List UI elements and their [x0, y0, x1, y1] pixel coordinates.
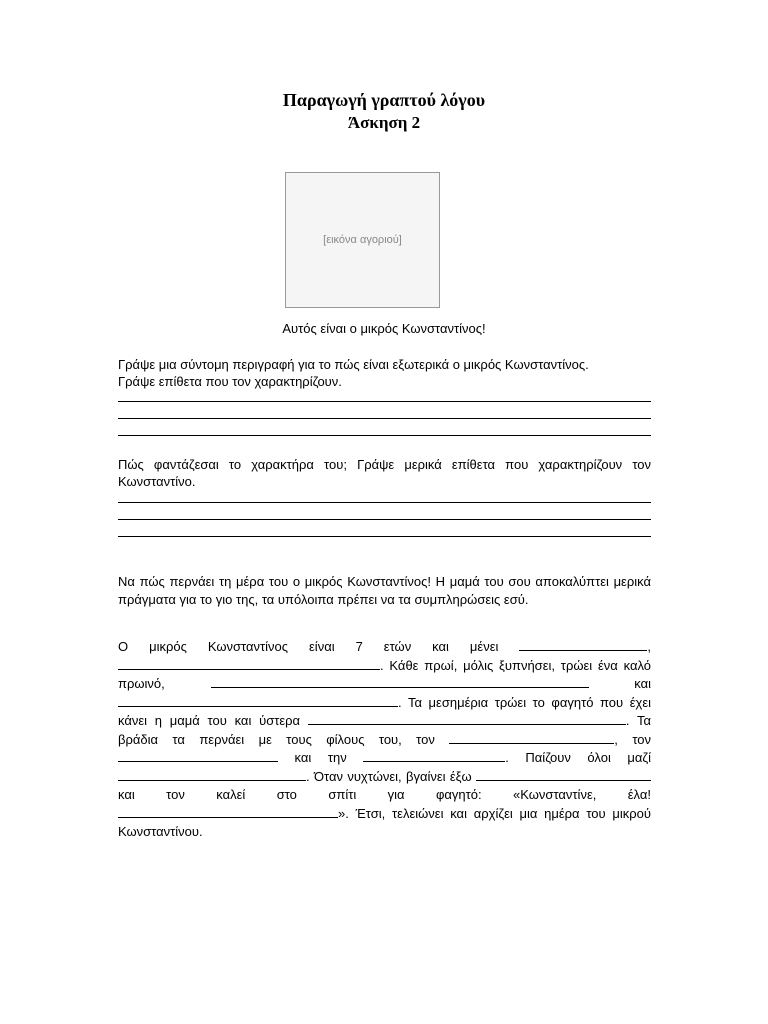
blank-field[interactable] [308, 713, 626, 725]
answer-line[interactable] [118, 435, 651, 436]
exercise-number: Άσκηση 2 [347, 113, 421, 132]
blank-field[interactable] [118, 806, 338, 818]
blank-field[interactable] [476, 769, 651, 781]
story-text: και την [294, 750, 347, 765]
blank-field[interactable] [363, 750, 505, 762]
page-title: Παραγωγή γραπτού λόγου [282, 90, 486, 110]
story-text: . Παίζουν όλοι μαζί [505, 750, 651, 765]
story-text: και [634, 676, 651, 691]
blank-field[interactable] [211, 676, 589, 688]
question-1-line-1: Γράψε μια σύντομη περιγραφή για το πώς είναι εξωτερικά ο μικρός Κωνσταντίνος. [118, 357, 589, 372]
caption: Αυτός είναι ο μικρός Κωνσταντίνος! [282, 321, 486, 336]
question-3: Να πώς περνάει τη μέρα του ο μικρός Κωνσταντίνος! Η μαμά του σου αποκαλύπτει μερικά πράγματα για το γιο της, τα υπόλοιπα πρέπει να τα συμπληρώσεις εσύ. [118, 574, 651, 607]
answer-line[interactable] [118, 519, 651, 520]
blank-field[interactable] [118, 695, 398, 707]
blank-field[interactable] [449, 732, 614, 744]
fill-in-story: Ο μικρός Κωνσταντίνος είναι 7 ετών και μένει , . Κάθε πρωί, μόλις ξυπνήσει, τρώει ένα καλό πρωινό, και . Τα μεσημέρια τρώει το φαγητό που έχει κάνει η μαμά του και ύστερα . Τα βράδια τα περνάει με τους φίλους του, τον , τον και την . Παίζουν όλοι μαζί . Όταν νυχτώνει, βγαίνει έξω και τον καλεί στο σπίτι για φαγητό: «Κωνσταντίνε, έλα! ». Έτσι, τελειώνει και αρχίζει μια ημέρα του μικρού Κωνσταντίνου. [118, 639, 651, 839]
story-text: . Τα βράδια τα περνάει με τους φίλους του, τον [118, 713, 651, 747]
story-text: ». Έτσι, τελειώνει και αρχίζει μια ημέρα του μικρού Κωνσταντίνου. [118, 805, 651, 839]
question-1 [118, 356, 651, 390]
story-text: . Κάθε πρωί, μόλις ξυπνήσει, τρώει ένα καλό πρωινό, [118, 657, 651, 691]
boy-illustration [285, 172, 440, 308]
blank-field[interactable] [118, 769, 306, 781]
illustration-placeholder: [εικόνα αγοριού] [323, 234, 402, 246]
story-text: . Όταν νυχτώνει, βγαίνει έξω [306, 768, 472, 784]
answer-line[interactable] [118, 502, 651, 503]
story-text: και τον καλεί στο σπίτι για φαγητό: «Κωνσταντίνε, έλα! [118, 787, 651, 802]
story-text: . Τα μεσημέρια τρώει το φαγητό που έχει κάνει η μαμά του και ύστερα [118, 694, 651, 728]
blank-field[interactable] [118, 750, 278, 762]
story-text: , τον [614, 731, 651, 747]
blank-field[interactable] [118, 658, 380, 670]
answer-line[interactable] [118, 401, 651, 402]
question-1-line-2: Γράψε επίθετα που τον χαρακτηρίζουν. [118, 374, 342, 389]
blank-field[interactable] [519, 639, 647, 651]
answer-line[interactable] [118, 536, 651, 537]
story-text: Ο μικρός Κωνσταντίνος είναι 7 ετών και μένει [118, 639, 499, 654]
question-2: Πώς φαντάζεσαι το χαρακτήρα του; Γράψε μερικά επίθετα που χαρακτηρίζουν τον Κωνσταντίνο. [118, 457, 651, 489]
answer-line[interactable] [118, 418, 651, 419]
